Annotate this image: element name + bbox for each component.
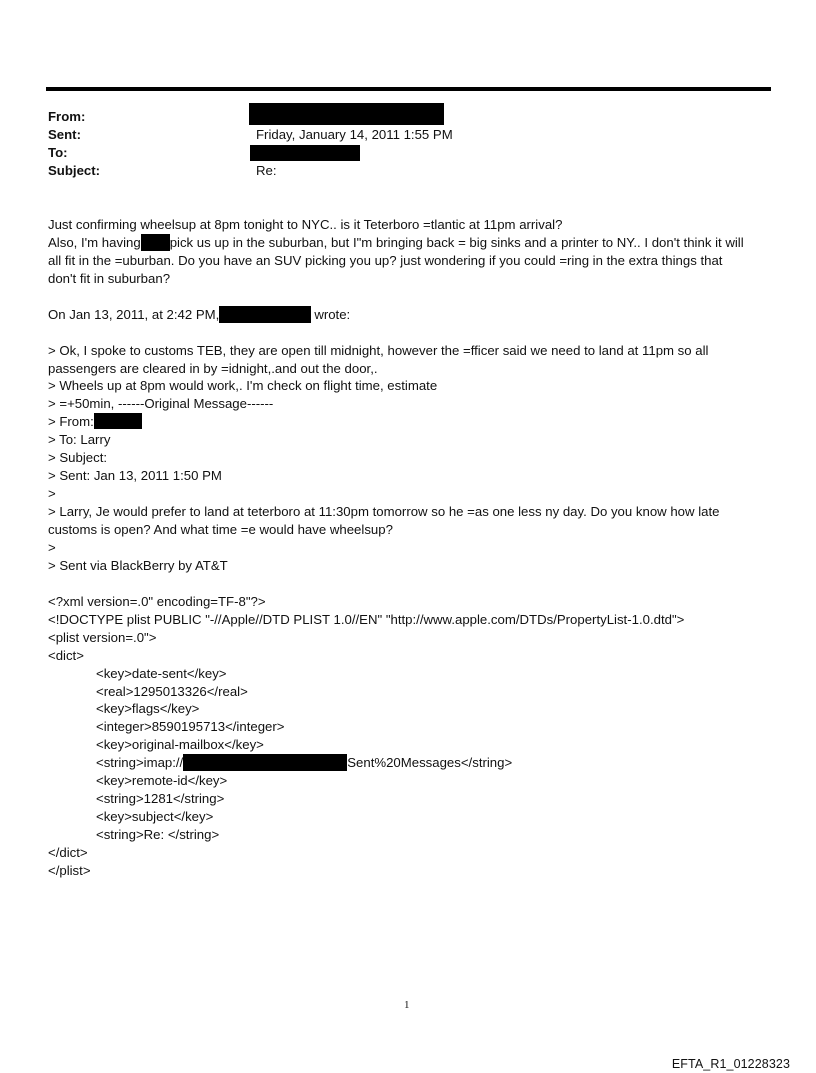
reply-attribution bbox=[48, 306, 350, 324]
sender-redaction bbox=[219, 306, 311, 323]
quoted-line: > Sent: Jan 13, 2011 1:50 PM bbox=[48, 468, 222, 483]
quoted-line: customs is open? And what time =e would have wheelsup? bbox=[48, 522, 393, 537]
plist-line bbox=[96, 754, 512, 772]
plist-line: <key>original-mailbox</key> bbox=[96, 737, 264, 752]
plist-line: </dict> bbox=[48, 845, 88, 860]
body-text: On Jan 13, 2011, at 2:42 PM, bbox=[48, 307, 220, 322]
from-label: From: bbox=[48, 109, 86, 124]
quoted-line: > Ok, I spoke to customs TEB, they are open till midnight, however the =fficer said we need to land at 11pm so all bbox=[48, 343, 709, 358]
to-label: To: bbox=[48, 145, 68, 160]
subject-label: Subject: bbox=[48, 163, 101, 178]
body-text: Also, I'm having bbox=[48, 235, 141, 250]
quoted-line: > bbox=[48, 540, 56, 555]
plist-line: <plist version=.0"> bbox=[48, 630, 157, 645]
quoted-line: > Subject: bbox=[48, 450, 108, 465]
body-line: Just confirming wheelsup at 8pm tonight to NYC.. is it Teterboro =tlantic at 11pm arrival? bbox=[48, 217, 563, 232]
body-line: all fit in the =uburban. Do you have an SUV picking you up? just wondering if you could =ring in the extra things that bbox=[48, 253, 723, 268]
plist-line: <string>Re: </string> bbox=[96, 827, 220, 842]
subject-value: Re: bbox=[256, 163, 277, 178]
body-text: > From: bbox=[48, 414, 94, 429]
from-redaction-quoted bbox=[94, 413, 142, 429]
plist-line: <string>1281</string> bbox=[96, 791, 225, 806]
to-redaction bbox=[250, 145, 360, 161]
name-redaction bbox=[141, 234, 170, 251]
plist-line: <key>subject</key> bbox=[96, 809, 214, 824]
body-line bbox=[48, 234, 744, 252]
body-text: Sent%20Messages</string> bbox=[347, 755, 513, 770]
plist-line: <dict> bbox=[48, 648, 84, 663]
plist-line: </plist> bbox=[48, 863, 91, 878]
quoted-line: passengers are cleared in by =idnight,.and out the door,. bbox=[48, 361, 378, 376]
bates-number: EFTA_R1_01228323 bbox=[671, 1057, 790, 1071]
body-line: don't fit in suburban? bbox=[48, 271, 171, 286]
quoted-line: > Wheels up at 8pm would work,. I'm check on flight time, estimate bbox=[48, 378, 438, 393]
plist-line: <real>1295013326</real> bbox=[96, 684, 248, 699]
sent-value: Friday, January 14, 2011 1:55 PM bbox=[256, 127, 453, 142]
plist-line: <integer>8590195713</integer> bbox=[96, 719, 285, 734]
plist-line: <key>date-sent</key> bbox=[96, 666, 227, 681]
plist-line: <key>flags</key> bbox=[96, 701, 200, 716]
quoted-line bbox=[48, 413, 142, 431]
plist-line: <?xml version=.0" encoding=TF-8"?> bbox=[48, 594, 266, 609]
sent-label: Sent: bbox=[48, 127, 81, 142]
quoted-line: > bbox=[48, 486, 56, 501]
from-redaction bbox=[249, 103, 444, 125]
quoted-line: > Larry, Je would prefer to land at teterboro at 11:30pm tomorrow so he =as one less ny day. Do you know how late bbox=[48, 504, 720, 519]
plist-line: <key>remote-id</key> bbox=[96, 773, 228, 788]
quoted-line: > To: Larry bbox=[48, 432, 111, 447]
header-rule bbox=[46, 87, 771, 91]
mailbox-redaction bbox=[183, 754, 347, 771]
body-text: <string>imap:// bbox=[96, 755, 184, 770]
quoted-line: > =+50min, ------Original Message------ bbox=[48, 396, 274, 411]
body-text: wrote: bbox=[314, 307, 351, 322]
quoted-line: > Sent via BlackBerry by AT&T bbox=[48, 558, 228, 573]
body-text: pick us up in the suburban, but I"m bringing back = big sinks and a printer to NY.. I don't think it will bbox=[169, 235, 744, 250]
plist-line: <!DOCTYPE plist PUBLIC "-//Apple//DTD PLIST 1.0//EN" "http://www.apple.com/DTDs/PropertyList-1.0.dtd"> bbox=[48, 612, 685, 627]
page-number: 1 bbox=[404, 999, 410, 1011]
